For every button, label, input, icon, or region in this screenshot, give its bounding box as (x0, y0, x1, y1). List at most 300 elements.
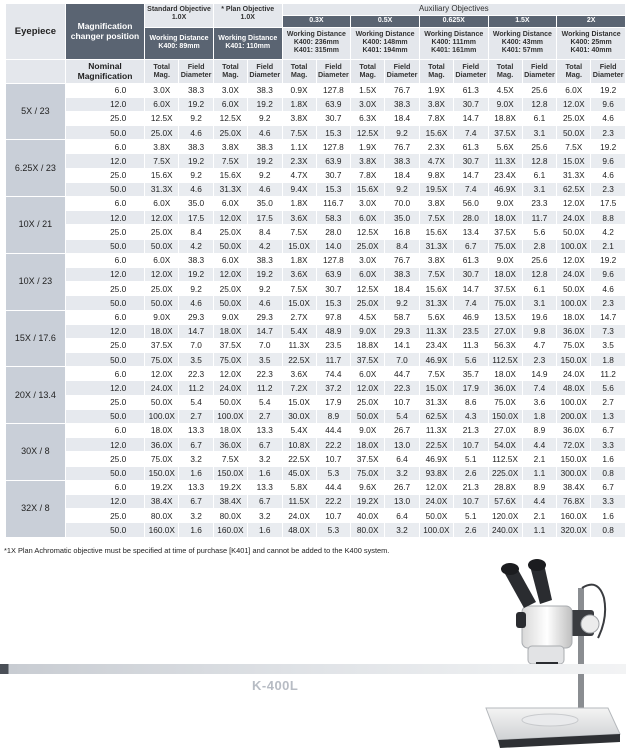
field-diameter-cell: 61.3 (453, 140, 488, 154)
total-mag-cell: 24.0X (145, 381, 179, 395)
field-diameter-cell: 17.9 (316, 395, 351, 409)
field-diameter-cell: 19.2 (179, 154, 214, 168)
field-diameter-cell: 13.0 (385, 438, 420, 452)
aux-0.625x-header: 0.625X (419, 15, 488, 27)
field-diameter-cell: 0.8 (591, 523, 626, 537)
total-mag-cell: 7.5X (282, 282, 316, 296)
field-diameter-cell: 11.3 (453, 338, 488, 352)
field-diameter-cell: 12.8 (522, 97, 557, 111)
field-diameter-cell: 23.3 (522, 197, 557, 211)
total-mag-cell: 7.5X (282, 126, 316, 140)
total-mag-cell: 10.8X (282, 438, 316, 452)
table-row (6, 182, 626, 196)
plan-obj-wd-value: K401: 110mm (225, 43, 271, 50)
total-mag-cell: 5.4X (282, 324, 316, 338)
total-mag-cell: 4.5X (351, 310, 385, 324)
field-diameter-cell: 76.7 (385, 253, 420, 267)
table-row (6, 480, 626, 494)
total-mag-cell: 160.0X (557, 509, 591, 523)
field-diameter-cell: 30.7 (316, 282, 351, 296)
table-row (6, 452, 626, 466)
field-diameter-cell: 29.3 (247, 310, 282, 324)
total-mag-cell: 1.1X (282, 140, 316, 154)
magnification-table (6, 4, 626, 538)
total-mag-cell: 7.5X (213, 452, 247, 466)
total-mag-cell: 36.0X (557, 324, 591, 338)
total-mag-cell: 75.0X (213, 353, 247, 367)
total-mag-cell: 9.0X (145, 310, 179, 324)
total-mag-cell: 18.0X (488, 267, 522, 281)
total-mag-cell: 18.0X (145, 324, 179, 338)
total-mag-cell: 3.0X (351, 197, 385, 211)
total-mag-cell: 22.5X (282, 452, 316, 466)
total-mag-cell: 3.6X (282, 367, 316, 381)
field-diameter-cell: 76.7 (385, 83, 420, 97)
field-diameter-cell: 30.7 (453, 154, 488, 168)
field-diameter-header: Field Diameter (522, 59, 557, 83)
total-mag-cell: 12.5X (351, 225, 385, 239)
field-diameter-cell: 3.3 (591, 438, 626, 452)
field-diameter-cell: 22.3 (179, 367, 214, 381)
field-diameter-cell: 8.4 (179, 225, 214, 239)
field-diameter-cell: 2.1 (591, 239, 626, 253)
table-row (6, 97, 626, 111)
total-mag-cell: 15.6X (351, 182, 385, 196)
field-diameter-cell: 6.1 (522, 111, 557, 125)
field-diameter-header: Field Diameter (247, 59, 282, 83)
total-mag-cell: 12.0X (419, 480, 453, 494)
total-mag-cell: 18.0X (145, 424, 179, 438)
total-mag-cell: 12.0X (557, 197, 591, 211)
field-diameter-cell: 38.3 (179, 83, 214, 97)
total-mag-cell: 9.0X (488, 97, 522, 111)
total-mag-cell: 24.0X (557, 211, 591, 225)
field-diameter-cell: 14.7 (179, 324, 214, 338)
field-diameter-cell: 13.3 (247, 480, 282, 494)
field-diameter-cell: 18.4 (385, 168, 420, 182)
std-obj-title: Standard Objective (147, 6, 211, 13)
total-mag-cell: 50.0X (557, 225, 591, 239)
total-mag-cell: 1.9X (351, 140, 385, 154)
eyepiece-cell: 30X / 8 (6, 424, 65, 481)
wd-k400: K400: 111mm (431, 38, 476, 46)
total-mag-cell: 12.0X (213, 267, 247, 281)
plan-objective-header (213, 4, 282, 27)
total-mag-cell: 31.3X (419, 296, 453, 310)
field-diameter-cell: 4.7 (522, 338, 557, 352)
total-mag-cell: 3.8X (145, 140, 179, 154)
total-mag-cell: 6.0X (351, 267, 385, 281)
field-diameter-cell: 21.3 (453, 480, 488, 494)
total-mag-cell: 15.6X (419, 225, 453, 239)
field-diameter-cell: 44.4 (316, 424, 351, 438)
field-diameter-cell: 10.7 (453, 438, 488, 452)
total-mag-cell: 18.0X (488, 367, 522, 381)
total-mag-cell: 9.4X (282, 182, 316, 196)
nominal-mag-cell: 6.0 (65, 480, 144, 494)
field-diameter-cell: 76.7 (385, 140, 420, 154)
total-mag-cell: 112.5X (488, 452, 522, 466)
total-mag-cell: 11.3X (282, 338, 316, 352)
total-mag-cell: 6.0X (213, 97, 247, 111)
field-diameter-cell: 19.2 (247, 97, 282, 111)
total-mag-header: Total Mag. (488, 59, 522, 83)
field-diameter-cell: 35.0 (179, 197, 214, 211)
table-row (6, 296, 626, 310)
total-mag-cell: 18.0X (213, 424, 247, 438)
nominal-mag-cell: 50.0 (65, 523, 144, 537)
total-mag-cell: 9.0X (351, 324, 385, 338)
field-diameter-cell: 6.7 (591, 480, 626, 494)
eyepiece-cell: 5X / 23 (6, 83, 65, 140)
field-diameter-cell: 4.6 (179, 126, 214, 140)
field-diameter-cell: 4.4 (522, 494, 557, 508)
field-diameter-cell: 97.8 (316, 310, 351, 324)
field-diameter-cell: 3.2 (385, 466, 420, 480)
total-mag-cell: 23.4X (488, 168, 522, 182)
field-diameter-cell: 2.3 (591, 296, 626, 310)
field-diameter-cell: 19.2 (591, 140, 626, 154)
total-mag-cell: 3.8X (419, 97, 453, 111)
total-mag-cell: 15.6X (419, 126, 453, 140)
table-row (6, 424, 626, 438)
total-mag-cell: 75.0X (488, 296, 522, 310)
field-diameter-cell: 61.3 (453, 83, 488, 97)
total-mag-cell: 112.5X (488, 353, 522, 367)
total-mag-cell: 24.0X (282, 509, 316, 523)
nominal-mag-cell: 12.0 (65, 267, 144, 281)
total-mag-cell: 150.0X (213, 466, 247, 480)
total-mag-cell: 45.0X (282, 466, 316, 480)
nominal-mag-cell: 50.0 (65, 296, 144, 310)
total-mag-cell: 80.0X (213, 509, 247, 523)
total-mag-cell: 2.3X (282, 154, 316, 168)
field-diameter-cell: 30.7 (316, 111, 351, 125)
table-row (6, 409, 626, 423)
field-diameter-cell: 1.6 (247, 523, 282, 537)
field-diameter-cell: 2.3 (591, 182, 626, 196)
total-mag-cell: 11.3X (419, 424, 453, 438)
nominal-mag-cell: 25.0 (65, 509, 144, 523)
field-diameter-cell: 4.6 (179, 182, 214, 196)
model-label: K-400L (252, 678, 299, 693)
field-diameter-cell: 4.6 (247, 296, 282, 310)
field-diameter-header: Field Diameter (385, 59, 420, 83)
field-diameter-cell: 5.6 (591, 381, 626, 395)
field-diameter-cell: 3.1 (522, 126, 557, 140)
total-mag-cell: 6.0X (213, 253, 247, 267)
aux-2x-working-distance (557, 27, 626, 59)
total-mag-cell: 18.0X (213, 324, 247, 338)
table-row (6, 168, 626, 182)
field-diameter-cell: 116.7 (316, 197, 351, 211)
total-mag-cell: 48.0X (282, 523, 316, 537)
wd-k400: K400: 148mm (362, 38, 408, 46)
total-mag-cell: 37.5X (351, 353, 385, 367)
field-diameter-cell: 4.6 (247, 182, 282, 196)
total-mag-cell: 38.4X (557, 480, 591, 494)
total-mag-cell: 3.8X (213, 140, 247, 154)
nominal-mag-cell: 50.0 (65, 466, 144, 480)
total-mag-cell: 15.0X (282, 296, 316, 310)
total-mag-cell: 120.0X (488, 509, 522, 523)
total-mag-cell: 15.6X (145, 168, 179, 182)
field-diameter-cell: 30.7 (453, 97, 488, 111)
field-diameter-cell: 3.1 (522, 182, 557, 196)
field-diameter-cell: 19.2 (247, 267, 282, 281)
total-mag-cell: 12.0X (145, 211, 179, 225)
total-mag-cell: 36.0X (145, 438, 179, 452)
field-diameter-cell: 3.2 (247, 509, 282, 523)
aux-2x-header: 2X (557, 15, 626, 27)
table-row (6, 466, 626, 480)
field-diameter-cell: 127.8 (316, 83, 351, 97)
wd-k400: K400: 25mm (570, 38, 612, 46)
total-mag-cell: 25.0X (557, 111, 591, 125)
total-mag-cell: 7.8X (419, 111, 453, 125)
total-mag-cell: 15.6X (419, 282, 453, 296)
total-mag-cell: 7.2X (282, 381, 316, 395)
field-diameter-cell: 16.8 (385, 225, 420, 239)
field-diameter-cell: 6.4 (385, 452, 420, 466)
total-mag-cell: 50.0X (145, 239, 179, 253)
total-mag-cell: 31.3X (557, 168, 591, 182)
field-diameter-cell: 13.3 (247, 424, 282, 438)
total-mag-cell: 15.6X (213, 168, 247, 182)
total-mag-cell: 46.9X (488, 182, 522, 196)
field-diameter-cell: 13.3 (179, 424, 214, 438)
footer-band (0, 664, 626, 674)
aux-1.5x-working-distance (488, 27, 557, 59)
total-mag-cell: 31.3X (419, 395, 453, 409)
total-mag-cell: 2.3X (419, 140, 453, 154)
total-mag-cell: 18.0X (488, 211, 522, 225)
total-mag-cell: 3.6X (282, 267, 316, 281)
nominal-mag-cell: 25.0 (65, 225, 144, 239)
plan-obj-wd-label: Working Distance (218, 34, 278, 42)
field-diameter-cell: 38.3 (385, 154, 420, 168)
total-mag-cell: 5.4X (282, 424, 316, 438)
total-mag-cell: 23.4X (419, 338, 453, 352)
table-row (6, 324, 626, 338)
field-diameter-header: Field Diameter (453, 59, 488, 83)
nominal-mag-cell: 25.0 (65, 282, 144, 296)
field-diameter-cell: 11.7 (316, 353, 351, 367)
field-diameter-cell: 28.0 (453, 211, 488, 225)
total-mag-cell: 36.0X (488, 381, 522, 395)
field-diameter-cell: 4.6 (591, 111, 626, 125)
wd-k401: K401: 194mm (362, 47, 408, 55)
table-row (6, 126, 626, 140)
field-diameter-cell: 7.4 (453, 126, 488, 140)
field-diameter-cell: 9.2 (247, 282, 282, 296)
field-diameter-cell: 9.2 (179, 282, 214, 296)
nominal-mag-cell: 6.0 (65, 140, 144, 154)
nominal-mag-cell: 12.0 (65, 438, 144, 452)
field-diameter-cell: 2.7 (179, 409, 214, 423)
field-diameter-cell: 8.9 (522, 480, 557, 494)
field-diameter-cell: 58.7 (385, 310, 420, 324)
total-mag-cell: 160.0X (213, 523, 247, 537)
field-diameter-cell: 25.6 (522, 83, 557, 97)
field-diameter-cell: 37.2 (316, 381, 351, 395)
total-mag-cell: 1.8X (282, 97, 316, 111)
total-mag-cell: 15.0X (282, 239, 316, 253)
field-diameter-cell: 4.6 (179, 296, 214, 310)
total-mag-cell: 4.5X (488, 83, 522, 97)
total-mag-cell: 7.5X (557, 140, 591, 154)
nominal-mag-cell: 25.0 (65, 395, 144, 409)
field-diameter-cell: 6.7 (247, 438, 282, 452)
field-diameter-cell: 127.8 (316, 140, 351, 154)
field-diameter-cell: 15.3 (316, 296, 351, 310)
total-mag-cell: 7.5X (282, 225, 316, 239)
field-diameter-cell: 3.5 (591, 338, 626, 352)
aux-1.5x-header: 1.5X (488, 15, 557, 27)
total-mag-cell: 9.0X (488, 197, 522, 211)
field-diameter-cell: 7.0 (179, 338, 214, 352)
field-diameter-cell: 2.6 (453, 466, 488, 480)
total-mag-cell: 18.0X (351, 438, 385, 452)
field-diameter-cell: 30.7 (453, 267, 488, 281)
total-mag-cell: 100.0X (557, 296, 591, 310)
field-diameter-cell: 11.7 (522, 211, 557, 225)
total-mag-cell: 6.3X (351, 111, 385, 125)
focus-knob (581, 615, 599, 633)
field-diameter-cell: 9.2 (385, 182, 420, 196)
field-diameter-cell: 35.7 (453, 367, 488, 381)
field-diameter-cell: 70.0 (385, 197, 420, 211)
total-mag-cell: 300.0X (557, 466, 591, 480)
field-diameter-cell: 18.4 (385, 282, 420, 296)
table-row (6, 438, 626, 452)
field-diameter-cell: 1.8 (522, 409, 557, 423)
nominal-mag-cell: 25.0 (65, 168, 144, 182)
total-mag-cell: 24.0X (419, 494, 453, 508)
field-diameter-cell: 7.4 (453, 182, 488, 196)
table-row (6, 338, 626, 352)
total-mag-cell: 25.0X (145, 282, 179, 296)
zoom-knob (516, 612, 526, 628)
table-row (6, 267, 626, 281)
aux-0.3x-header: 0.3X (282, 15, 351, 27)
total-mag-cell: 75.0X (557, 338, 591, 352)
field-diameter-cell: 21.3 (453, 424, 488, 438)
total-mag-cell: 320.0X (557, 523, 591, 537)
field-diameter-header: Field Diameter (316, 59, 351, 83)
field-diameter-cell: 1.6 (179, 466, 214, 480)
total-mag-cell: 6.0X (213, 197, 247, 211)
total-mag-cell: 75.0X (351, 466, 385, 480)
field-diameter-cell: 6.1 (522, 168, 557, 182)
total-mag-cell: 22.5X (419, 438, 453, 452)
field-diameter-cell: 4.6 (247, 126, 282, 140)
total-mag-cell: 75.0X (145, 452, 179, 466)
total-mag-cell: 93.8X (419, 466, 453, 480)
plan-obj-mag: 1.0X (240, 14, 255, 22)
table-row (6, 523, 626, 537)
field-diameter-cell: 46.9 (453, 310, 488, 324)
field-diameter-cell: 13.4 (453, 225, 488, 239)
field-diameter-cell: 3.3 (591, 494, 626, 508)
wd-k400: K400: 236mm (293, 38, 339, 46)
field-diameter-cell: 3.1 (522, 296, 557, 310)
field-diameter-cell: 9.6 (591, 154, 626, 168)
table-row (6, 154, 626, 168)
total-mag-cell: 12.5X (213, 111, 247, 125)
total-mag-cell: 100.0X (557, 239, 591, 253)
table-row (6, 211, 626, 225)
total-mag-cell: 7.5X (419, 211, 453, 225)
total-mag-cell: 1.5X (351, 83, 385, 97)
field-diameter-cell: 4.2 (179, 239, 214, 253)
plan-obj-title: * Plan Objective (221, 6, 275, 13)
total-mag-cell: 31.3X (145, 182, 179, 196)
total-mag-cell: 24.0X (213, 381, 247, 395)
total-mag-cell: 9.0X (213, 310, 247, 324)
total-mag-cell: 5.6X (419, 310, 453, 324)
field-diameter-cell: 8.4 (247, 225, 282, 239)
field-diameter-cell: 9.6 (591, 267, 626, 281)
total-mag-header: Total Mag. (213, 59, 247, 83)
total-mag-cell: 9.0X (488, 253, 522, 267)
field-diameter-cell: 1.6 (179, 523, 214, 537)
objective-housing (528, 646, 564, 664)
total-mag-cell: 12.0X (557, 253, 591, 267)
nominal-mag-cell: 6.0 (65, 310, 144, 324)
eyepiece-cell: 32X / 8 (6, 480, 65, 537)
total-mag-cell: 15.0X (282, 395, 316, 409)
field-diameter-cell: 17.5 (179, 211, 214, 225)
total-mag-cell: 25.0X (213, 225, 247, 239)
field-diameter-cell: 6.7 (179, 494, 214, 508)
field-diameter-cell: 63.9 (316, 97, 351, 111)
field-diameter-cell: 2.3 (522, 353, 557, 367)
total-mag-cell: 72.0X (557, 438, 591, 452)
wd-label: Working Distance (286, 30, 346, 38)
field-diameter-cell: 38.3 (385, 267, 420, 281)
field-diameter-cell: 11.2 (179, 381, 214, 395)
field-diameter-cell: 74.4 (316, 367, 351, 381)
eyepiece-cell: 10X / 21 (6, 197, 65, 254)
table-row (6, 494, 626, 508)
nominal-mag-cell: 50.0 (65, 126, 144, 140)
field-diameter-cell: 2.1 (522, 509, 557, 523)
field-diameter-cell: 14.1 (385, 338, 420, 352)
nominal-mag-cell: 25.0 (65, 338, 144, 352)
total-mag-cell: 19.2X (351, 494, 385, 508)
wd-k401: K401: 315mm (293, 47, 339, 55)
total-mag-cell: 50.0X (213, 239, 247, 253)
total-mag-cell: 6.0X (145, 97, 179, 111)
mag-changer-header: Magnification changer position (65, 4, 144, 59)
total-mag-cell: 25.0X (213, 282, 247, 296)
table-row (6, 310, 626, 324)
field-diameter-cell: 17.9 (453, 381, 488, 395)
field-diameter-cell: 38.3 (247, 83, 282, 97)
nominal-mag-cell: 12.0 (65, 211, 144, 225)
field-diameter-cell: 17.5 (247, 211, 282, 225)
field-diameter-cell: 7.4 (522, 381, 557, 395)
column-header-row (6, 59, 626, 83)
field-diameter-cell: 9.2 (247, 111, 282, 125)
field-diameter-cell: 17.5 (591, 197, 626, 211)
total-mag-cell: 4.7X (419, 154, 453, 168)
total-mag-cell: 9.8X (419, 168, 453, 182)
total-mag-cell: 3.8X (419, 197, 453, 211)
field-diameter-cell: 19.2 (179, 267, 214, 281)
total-mag-cell: 3.8X (351, 154, 385, 168)
